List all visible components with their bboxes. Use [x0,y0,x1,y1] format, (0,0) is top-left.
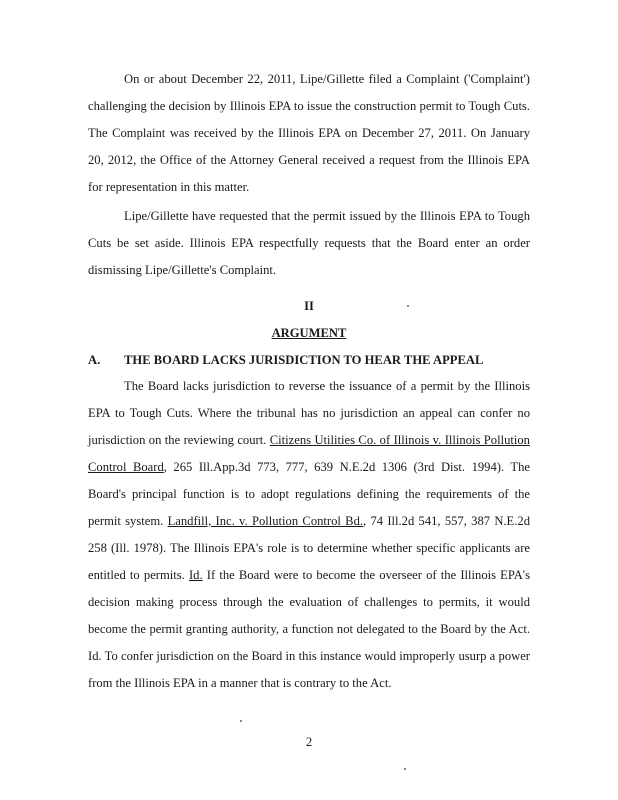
paragraph-text: Lipe/Gillette have requested that the permit issued by the Illinois EPA to Tough Cuts be set aside. Illinois EPA respectfully requests that the Board enter an order dismissing Lipe/Gillette's Complaint. [88,209,530,277]
argument-text-5: To confer jurisdiction on the Board in this instance would improperly usurp a power from the Illinois EPA in a manner that is contrary to the Act. [88,649,530,690]
paragraph-text: On or about December 22, 2011, Lipe/Gillette filed a Complaint ('Complaint') challenging the decision by Illinois EPA to issue the construction permit to Tough Cuts. The Complaint was received by the Illinois EPA on December 27, 2011. On January 20, 2012, the Office of the Attorney General received a request from the Illinois EPA for representation in this matter. [88,72,530,194]
section-title: ARGUMENT [271,326,347,340]
citation-id-2: Id. [88,649,102,663]
citation-landfill: Landfill, Inc. v. Pollution Control Bd. [167,514,364,528]
paragraph-complaint-filing [88,66,530,201]
argument-text-3: , 74 Ill.2d 541, 557, 387 N.E.2d 258 (Ill. 1978). The Illinois EPA's role is to determine whether specific applicants are entitled to permits. [88,514,530,582]
subsection-heading [88,350,530,370]
section-number: II [304,299,314,313]
paragraph-permit-request [88,203,530,284]
paragraph-argument [88,373,530,697]
scan-speck [407,305,409,307]
argument-text-1: The Board lacks jurisdiction to reverse the issuance of a permit by the Illinois EPA to Tough Cuts. Where the tribunal has no jurisdiction an appeal can confer no jurisdiction on the reviewing court. [88,379,530,447]
argument-text-4: If the Board were to become the overseer of the Illinois EPA's decision making process through the evaluation of challenges to permits, it would become the permit granting authority, a function not delegated to the Board by the Act. [88,568,530,636]
page-number: 2 [305,735,313,749]
subsection-title: THE BOARD LACKS JURISDICTION TO HEAR THE APPEAL [124,353,484,367]
scan-speck [240,720,242,722]
citation-id-1: Id. [188,568,203,582]
citation-citizens-utilities: Citizens Utilities Co. of Illinois v. Illinois Pollution Control Board [88,433,530,474]
argument-text-2: , 265 Ill.App.3d 773, 777, 639 N.E.2d 1306 (3rd Dist. 1994). The Board's principal function is to adopt regulations defining the requirements of the permit system. [88,460,530,528]
scan-speck [404,768,406,770]
subsection-letter: A. [88,353,101,367]
